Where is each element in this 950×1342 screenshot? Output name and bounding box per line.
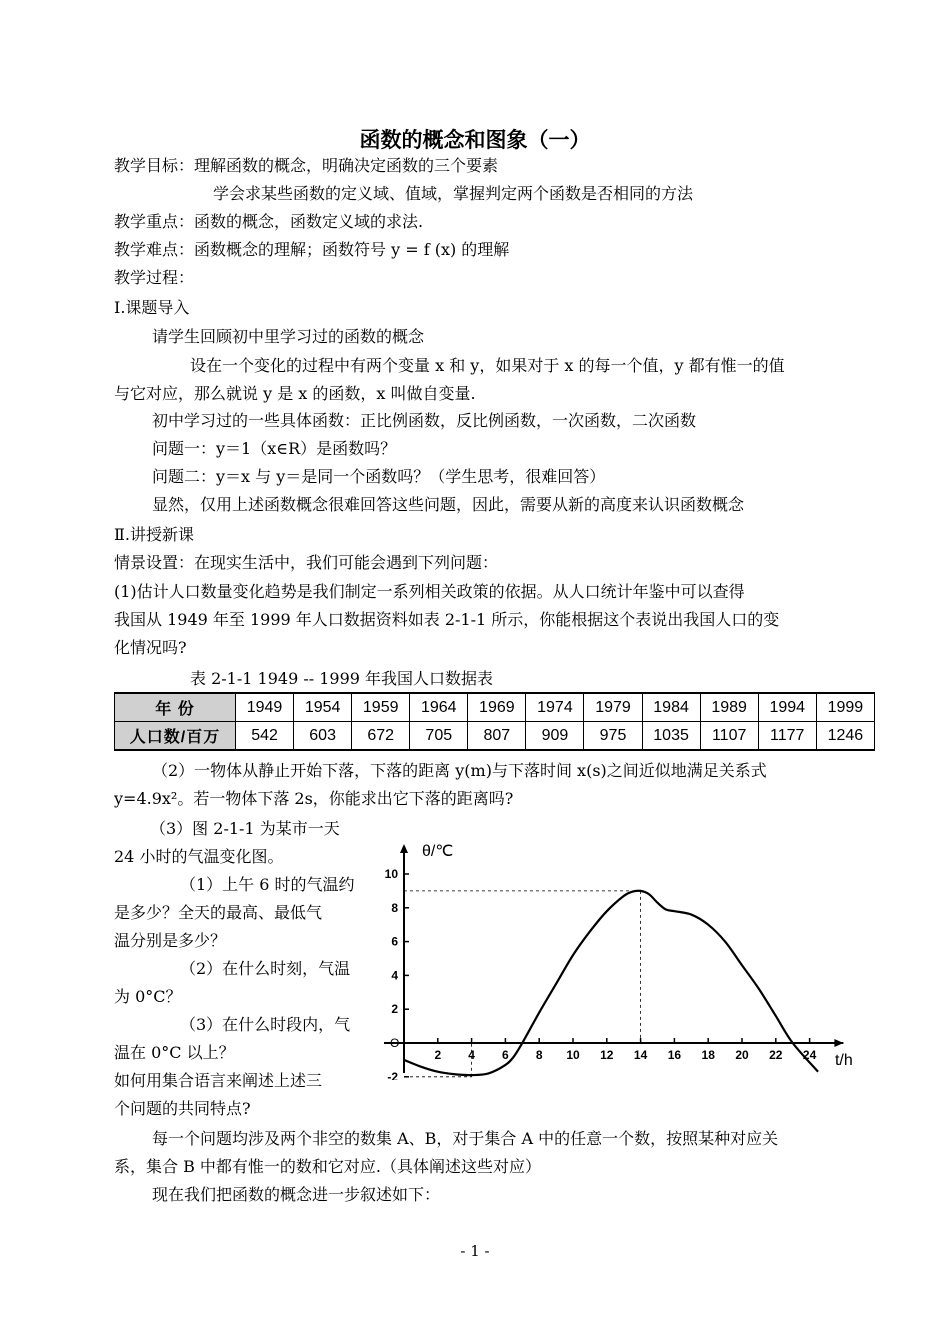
- problem-3-line-1: （3）图 2-1-1 为某市一天: [150, 819, 340, 838]
- problem-3-question-b: 个问题的共同特点?: [114, 1099, 251, 1118]
- table-row-population: [115, 722, 875, 751]
- table-cell: 1979: [584, 693, 642, 722]
- table-cell: 975: [584, 722, 642, 751]
- table-cell: 1994: [758, 693, 816, 722]
- teaching-difficulty: 教学难点：函数概念的理解；函数符号 y = f (x) 的理解: [114, 240, 510, 259]
- table-cell: 1954: [294, 693, 352, 722]
- problem-2-line-1: （2）一物体从静止开始下落，下落的距离 y(m)与下落时间 x(s)之间近似地满足关系式: [152, 761, 767, 780]
- table-cell: 1035: [642, 722, 700, 751]
- page-number: - 1 -: [460, 1242, 490, 1260]
- table-cell: 1974: [526, 693, 584, 722]
- x-tick-label: 12: [600, 1048, 614, 1062]
- x-tick-label: 10: [566, 1048, 580, 1062]
- page-title: 函数的概念和图象（一）: [359, 128, 591, 152]
- chart-axes: [384, 844, 843, 1073]
- problem-1-line-1: (1)估计人口数量变化趋势是我们制定一系列相关政策的依据。从人口统计年鉴中可以查得: [114, 582, 745, 601]
- x-tick-label: 4: [468, 1048, 475, 1062]
- y-tick-label: 10: [384, 867, 398, 881]
- chart-ticks: [385, 867, 817, 1080]
- table-cell: 1959: [352, 693, 410, 722]
- table-row-years: [115, 693, 875, 722]
- x-tick-label: 6: [502, 1048, 509, 1062]
- table-cell: 1177: [758, 722, 816, 751]
- obvious-line: 显然，仅用上述函数概念很难回答这些问题，因此，需要从新的高度来认识函数概念: [152, 495, 745, 514]
- y-tick-label: 8: [391, 900, 398, 915]
- x-tick-label: 2: [434, 1048, 442, 1062]
- table-caption: 表 2-1-1 1949 -- 1999 年我国人口数据表: [190, 669, 494, 688]
- problem-1-line-3: 化情况吗?: [114, 638, 187, 657]
- y-axis-label: θ/℃: [422, 843, 454, 861]
- y-tick-label: 2: [391, 1002, 398, 1017]
- y-axis-arrow: [400, 844, 408, 853]
- table-cell: 603: [294, 722, 352, 751]
- x-tick-label: 24: [802, 1048, 817, 1062]
- temperature-chart: [380, 830, 860, 1080]
- x-tick-label: 22: [769, 1048, 783, 1062]
- x-tick-label: 20: [735, 1048, 749, 1062]
- x-axis-label: t/h: [834, 1052, 853, 1069]
- section-1-heading: Ⅰ.课题导入: [114, 298, 190, 317]
- table-cell: 1107: [700, 722, 758, 751]
- table-cell: 672: [352, 722, 410, 751]
- teaching-process-heading: 教学过程：: [114, 268, 195, 287]
- table-cell: 1949: [236, 693, 294, 722]
- problem-3-sub-3a: （3）在什么时段内，气: [180, 1015, 351, 1034]
- teaching-goal-line-1: 教学目标：理解函数的概念，明确决定函数的三个要素: [114, 156, 499, 175]
- summary-line-3: 现在我们把函数的概念进一步叙述如下：: [152, 1185, 441, 1204]
- table-cell: 807: [468, 722, 526, 751]
- recall-paragraph: 请学生回顾初中里学习过的函数的概念: [152, 327, 425, 346]
- table-cell: 1984: [642, 693, 700, 722]
- table-cell: 1969: [468, 693, 526, 722]
- definition-line-1: 设在一个变化的过程中有两个变量 x 和 y，如果对于 x 的每一个值，y 都有惟一的值: [190, 356, 785, 375]
- x-tick-label: 18: [701, 1048, 715, 1062]
- y-tick-label: -2: [387, 1069, 398, 1080]
- problem-3-sub-1b: 是多少？全天的最高、最低气: [114, 903, 323, 922]
- problem-3-sub-1c: 温分别是多少？: [114, 931, 227, 950]
- problem-3-sub-3b: 温在 0°C 以上？: [114, 1043, 235, 1062]
- x-tick-label: 14: [633, 1048, 648, 1062]
- problem-3-question-a: 如何用集合语言来阐述上述三: [114, 1071, 323, 1090]
- table-cell: 1999: [816, 693, 874, 722]
- summary-line-2: 系，集合 B 中都有惟一的数和它对应.（具体阐述这些对应）: [114, 1157, 542, 1176]
- x-tick-label: 8: [535, 1048, 543, 1062]
- summary-line-1: 每一个问题均涉及两个非空的数集 A、B，对于集合 A 中的任意一个数，按照某种对应关: [152, 1129, 779, 1148]
- problem-3-sub-2a: （2）在什么时刻，气温: [180, 959, 351, 978]
- section-2-heading: Ⅱ.讲授新课: [114, 525, 194, 544]
- question-2: 问题二：y＝x 与 y＝是同一个函数吗？（学生思考，很难回答）: [152, 467, 606, 486]
- problem-2-line-2: y=4.9x²。若一物体下落 2s，你能求出它下落的距离吗?: [114, 789, 514, 808]
- teaching-key-point: 教学重点：函数的概念，函数定义域的求法.: [114, 212, 424, 231]
- definition-line-2: 与它对应，那么就说 y 是 x 的函数，x 叫做自变量.: [114, 384, 476, 403]
- x-tick-label: 16: [667, 1048, 682, 1062]
- table-cell: 1246: [816, 722, 874, 751]
- teaching-goal-line-2: 学会求某些函数的定义域、值域，掌握判定两个函数是否相同的方法: [213, 184, 694, 203]
- table-cell: 1989: [700, 693, 758, 722]
- table-header-population: 人口数/百万: [115, 722, 236, 751]
- problem-1-line-2: 我国从 1949 年至 1999 年人口数据资料如表 2-1-1 所示，你能根据这个表说出我国人口的变: [114, 610, 780, 629]
- y-tick-label: 6: [391, 934, 398, 949]
- x-axis-arrow: [834, 1039, 843, 1047]
- chart-labels: [390, 843, 853, 1069]
- problem-3-sub-2b: 为 0°C？: [114, 987, 182, 1006]
- problem-3-line-2: 24 小时的气温变化图。: [114, 847, 284, 866]
- problem-3-sub-1a: （1）上午 6 时的气温约: [180, 875, 355, 894]
- scene-setting: 情景设置：在现实生活中，我们可能会遇到下列问题：: [114, 553, 499, 572]
- y-tick-label: 4: [391, 968, 398, 983]
- table-cell: 542: [236, 722, 294, 751]
- table-header-year: 年 份: [115, 693, 236, 722]
- question-1: 问题一：y＝1（x∈R）是函数吗？: [152, 439, 397, 458]
- examples-line: 初中学习过的一些具体函数：正比例函数，反比例函数，一次函数，二次函数: [152, 411, 697, 430]
- table-cell: 1964: [410, 693, 468, 722]
- table-cell: 909: [526, 722, 584, 751]
- table-cell: 705: [410, 722, 468, 751]
- population-table: [114, 692, 875, 751]
- origin-label: O: [390, 1036, 400, 1050]
